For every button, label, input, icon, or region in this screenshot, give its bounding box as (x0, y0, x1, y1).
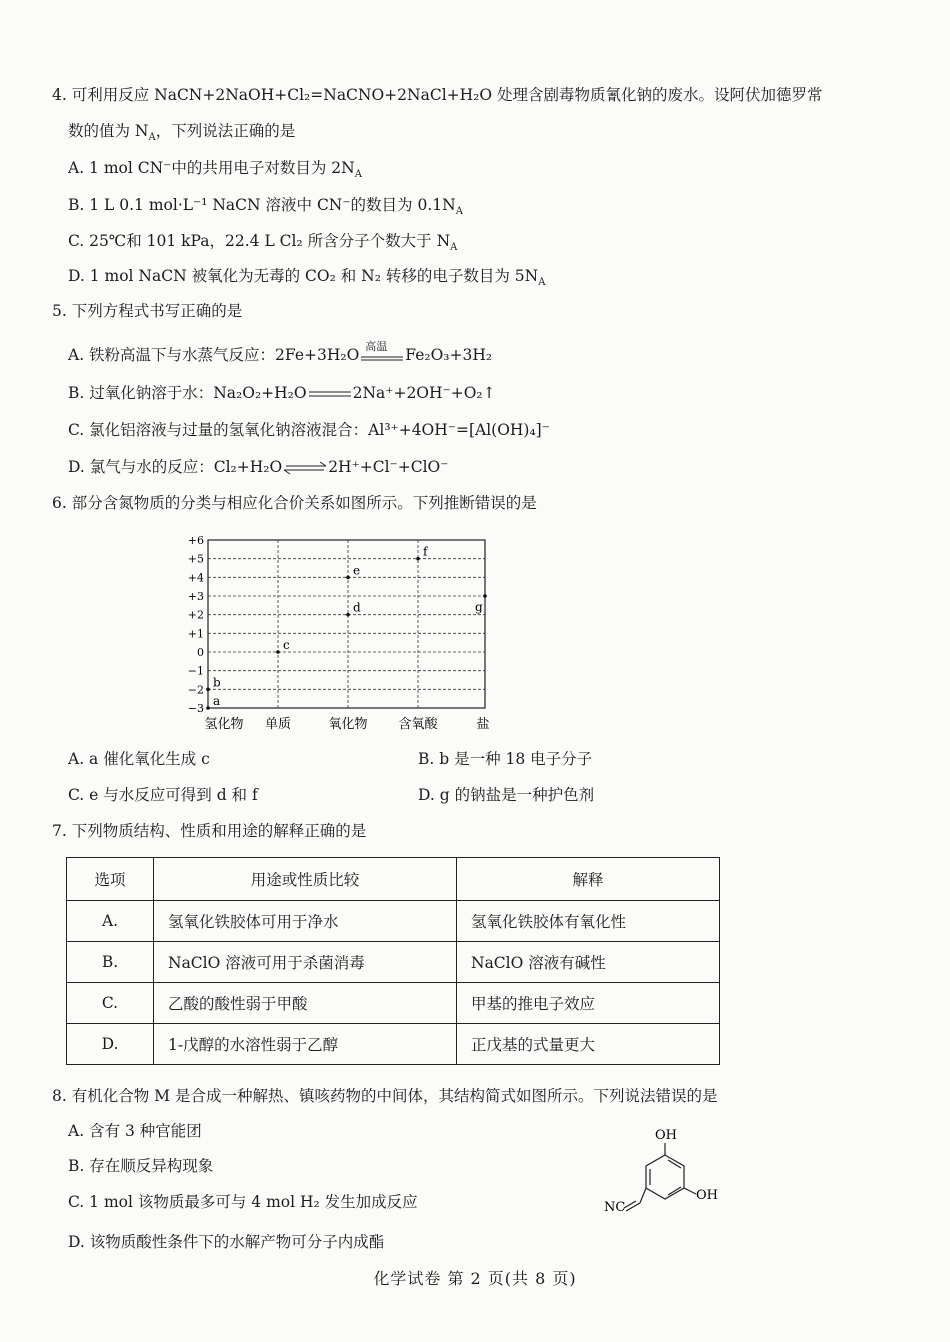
table-cell: 氢氧化铁胶体可用于净水 (154, 901, 457, 942)
q8-option-a: A. 含有 3 种官能团 (68, 1122, 202, 1140)
data-label-d: d (353, 600, 361, 615)
table-cell: C. (67, 983, 154, 1024)
q7-table (66, 857, 720, 1065)
y-tick-label: +1 (187, 627, 204, 641)
y-tick-label: +6 (187, 534, 204, 547)
table-row (67, 942, 720, 983)
data-label-a: a (213, 694, 221, 708)
data-point-d (346, 613, 350, 617)
q5-option-b: B. 过氧化钠溶于水：Na₂O₂+H₂O 2Na⁺+2OH⁻+O₂↑ (68, 384, 496, 402)
data-point-a (206, 706, 210, 710)
q8-option-c: C. 1 mol 该物质最多可与 4 mol H₂ 发生加成反应 (68, 1193, 418, 1211)
struct-oh-top: OH (655, 1128, 677, 1143)
table-header: 用途或性质比较 (154, 858, 457, 901)
q8-option-d: D. 该物质酸性条件下的水解产物可分子内成酯 (68, 1233, 385, 1251)
nitrogen-valence-chart (180, 530, 510, 735)
q8-stem: 8. 有机化合物 M 是合成一种解热、镇咳药物的中间体，其结构简式如图所示。下列说法错误的是 (52, 1087, 718, 1105)
q8-option-b: B. 存在顺反异构现象 (68, 1157, 214, 1175)
q4-stem-line2: 数的值为 $N_A$，下列说法正确的是 (68, 122, 296, 144)
q4-stem-line1: 4. 可利用反应 NaCN+2NaOH+Cl₂=NaCNO+2NaCl+H₂O 处理含剧毒物质氰化钠的废水。设阿伏加德罗常 (52, 86, 823, 104)
y-tick-label: −1 (187, 664, 204, 678)
q6-stem: 6. 部分含氮物质的分类与相应化合价关系如图所示。下列推断错误的是 (52, 494, 537, 512)
reversible-arrow (282, 458, 328, 478)
table-cell: NaClO 溶液可用于杀菌消毒 (154, 942, 457, 983)
table-cell: A. (67, 901, 154, 942)
data-point-c (276, 650, 280, 654)
data-label-f: f (423, 544, 428, 559)
data-point-f (416, 557, 420, 561)
y-tick-label: −2 (187, 683, 204, 697)
q5-option-a: A. 铁粉高温下与水蒸气反应：2Fe+3H₂O 高温 Fe₂O₃+3H₂ (68, 340, 493, 364)
data-point-b (206, 688, 210, 692)
data-label-g: g (475, 600, 483, 614)
y-tick-label: −3 (187, 702, 204, 715)
table-cell: D. (67, 1024, 154, 1065)
data-label-e: e (353, 563, 361, 578)
table-cell: 正戊基的式量更大 (457, 1024, 720, 1065)
table-cell: B. (67, 942, 154, 983)
equilibrium-arrow: 高温 (365, 340, 388, 353)
q6-option-b: B. b 是一种 18 电子分子 (418, 750, 593, 768)
table-cell: 乙酸的酸性弱于甲酸 (154, 983, 457, 1024)
chart-frame (208, 540, 485, 708)
q4-option-b: B. 1 L 0.1 mol·L⁻¹ NaCN 溶液中 CN⁻的数目为 $0.1N_A$ (68, 196, 463, 218)
data-point-g (483, 594, 487, 598)
q4-option-c: C. 25℃和 101 kPa，22.4 L Cl₂ 所含分子个数大于 $N_A$ (68, 232, 458, 254)
molecule-m-structure (600, 1125, 740, 1225)
table-row (67, 983, 720, 1024)
x-category-label: 氧化物 (328, 717, 368, 732)
q5-option-d: D. 氯气与水的反应：Cl₂+H₂O 2H⁺+Cl⁻+ClO⁻ (68, 458, 449, 476)
table-cell: NaClO 溶液有碱性 (457, 942, 720, 983)
y-tick-label: +3 (187, 590, 204, 603)
table-cell: 甲基的推电子效应 (457, 983, 720, 1024)
table-header: 解释 (457, 858, 720, 901)
q7-stem: 7. 下列物质结构、性质和用途的解释正确的是 (52, 822, 367, 840)
x-category-label: 含氧酸 (398, 717, 438, 732)
x-category-label: 单质 (264, 717, 292, 732)
y-tick-label: +2 (187, 608, 204, 622)
struct-oh-right: OH (696, 1188, 718, 1203)
data-point-e (346, 576, 350, 580)
data-label-c: c (283, 638, 290, 652)
table-row (67, 1024, 720, 1065)
q5-stem: 5. 下列方程式书写正确的是 (52, 302, 243, 320)
data-label-b: b (213, 675, 221, 690)
table-header-row (67, 858, 720, 901)
y-tick-label: 0 (197, 646, 204, 659)
equals-arrow (307, 384, 353, 404)
q4-option-d: D. 1 mol NaCN 被氧化为无毒的 CO₂ 和 N₂ 转移的电子数目为 $5N_A$ (68, 267, 546, 289)
x-category-label: 盐 (476, 717, 490, 732)
q6-option-d: D. g 的钠盐是一种护色剂 (418, 786, 595, 804)
table-header: 选项 (67, 858, 154, 901)
y-tick-label: +5 (187, 552, 204, 566)
q5-option-c: C. 氯化铝溶液与过量的氢氧化钠溶液混合：Al³⁺+4OH⁻=[Al(OH)₄]⁻ (68, 421, 550, 439)
y-tick-label: +4 (187, 571, 204, 585)
struct-nc: NC (604, 1200, 626, 1215)
q6-option-a: A. a 催化氧化生成 c (68, 750, 210, 768)
page-footer: 化学试卷 第 2 页(共 8 页) (373, 1269, 577, 1288)
table-row (67, 901, 720, 942)
table-cell: 1-戊醇的水溶性弱于乙醇 (154, 1024, 457, 1065)
q4-option-a: A. 1 mol CN⁻中的共用电子对数目为 $2N_A$ (68, 159, 362, 181)
q6-option-c: C. e 与水反应可得到 d 和 f (68, 786, 258, 804)
x-category-label: 氢化物 (204, 717, 244, 732)
table-cell: 氢氧化铁胶体有氧化性 (457, 901, 720, 942)
